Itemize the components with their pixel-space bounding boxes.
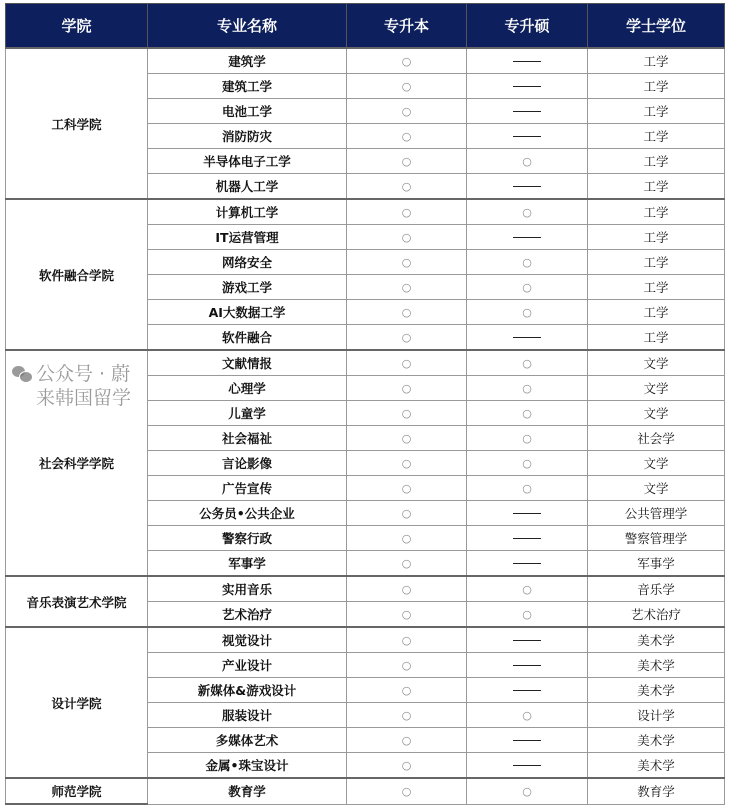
available-mark: ○ [522,431,532,445]
degree-cell: 军事学 [588,551,725,577]
bachelor-upgrade-cell [347,426,467,451]
major-name: 言论影像 [148,451,347,476]
master-upgrade-cell [467,350,588,376]
major-name: 警察行政 [148,526,347,551]
master-upgrade-cell [467,778,588,804]
college-cell: 设计学院 [6,627,148,778]
degree-cell: 工学 [588,275,725,300]
major-name: 游戏工学 [148,275,347,300]
master-upgrade-cell [467,250,588,275]
available-mark: ○ [522,582,532,596]
major-name: 建筑学 [148,48,347,74]
major-name: 公务员•公共企业 [148,501,347,526]
degree-cell: 教育学 [588,778,725,804]
major-name: 产业设计 [148,653,347,678]
bachelor-upgrade-cell [347,250,467,275]
available-mark: ○ [401,330,412,344]
bachelor-upgrade-cell [347,199,467,225]
available-mark: ○ [401,154,412,168]
available-mark: ○ [522,205,532,219]
major-name: 艺术治疗 [148,602,347,628]
master-upgrade-cell [467,300,588,325]
degree-cell: 文学 [588,350,725,376]
master-upgrade-cell [467,99,588,124]
master-upgrade-cell [467,124,588,149]
available-mark: ○ [522,456,532,470]
available-mark: ○ [522,784,532,798]
degree-cell: 社会学 [588,426,725,451]
master-upgrade-cell [467,602,588,628]
available-mark: ○ [401,54,412,68]
degree-cell: 美术学 [588,753,725,779]
master-upgrade-cell [467,753,588,779]
major-name: 教育学 [148,778,347,804]
master-upgrade-cell [467,627,588,653]
major-name: 软件融合 [148,325,347,351]
major-name: 消防防灾 [148,124,347,149]
master-upgrade-cell [467,401,588,426]
major-name: 半导体电子工学 [148,149,347,174]
unavailable-dash [513,337,541,338]
degree-cell: 设计学 [588,703,725,728]
degree-cell: 工学 [588,199,725,225]
available-mark: ○ [401,79,412,93]
available-mark: ○ [401,230,412,244]
master-upgrade-cell [467,728,588,753]
wechat-icon [12,366,32,382]
available-mark: ○ [401,481,412,495]
master-upgrade-cell [467,376,588,401]
college-cell: 师范学院 [6,778,148,804]
unavailable-dash [513,563,541,564]
available-mark: ○ [522,356,532,370]
degree-cell: 公共管理学 [588,501,725,526]
master-upgrade-cell [467,325,588,351]
available-mark: ○ [401,205,412,219]
available-mark: ○ [401,506,412,520]
master-upgrade-cell [467,74,588,99]
bachelor-upgrade-cell [347,526,467,551]
bachelor-upgrade-cell [347,124,467,149]
table-row [6,778,725,804]
master-upgrade-cell [467,174,588,200]
available-mark: ○ [522,406,532,420]
available-mark: ○ [401,784,412,798]
unavailable-dash [513,86,541,87]
bachelor-upgrade-cell [347,325,467,351]
degree-cell: 工学 [588,48,725,74]
unavailable-dash [513,186,541,187]
table-row [6,627,725,653]
bachelor-upgrade-cell [347,551,467,577]
major-name: 多媒体艺术 [148,728,347,753]
header-major: 专业名称 [148,4,347,49]
degree-cell: 文学 [588,376,725,401]
bachelor-upgrade-cell [347,451,467,476]
bachelor-upgrade-cell [347,728,467,753]
available-mark: ○ [401,708,412,722]
available-mark: ○ [522,607,532,621]
header-bachelor-upgrade: 专升本 [347,4,467,49]
available-mark: ○ [401,406,412,420]
available-mark: ○ [401,683,412,697]
bachelor-upgrade-cell [347,778,467,804]
available-mark: ○ [401,381,412,395]
major-name: 金属•珠宝设计 [148,753,347,779]
unavailable-dash [513,640,541,641]
bachelor-upgrade-cell [347,753,467,779]
available-mark: ○ [401,280,412,294]
available-mark: ○ [401,607,412,621]
bachelor-upgrade-cell [347,678,467,703]
major-name: 建筑工学 [148,74,347,99]
degree-cell: 文学 [588,476,725,501]
bachelor-upgrade-cell [347,275,467,300]
available-mark: ○ [401,255,412,269]
table-row [6,48,725,74]
major-name: 军事学 [148,551,347,577]
available-mark: ○ [522,708,532,722]
master-upgrade-cell [467,526,588,551]
available-mark: ○ [522,280,532,294]
bachelor-upgrade-cell [347,225,467,250]
master-upgrade-cell [467,551,588,577]
unavailable-dash [513,61,541,62]
bachelor-upgrade-cell [347,99,467,124]
degree-cell: 文学 [588,451,725,476]
degree-cell: 警察管理学 [588,526,725,551]
degree-cell: 美术学 [588,678,725,703]
degree-cell: 工学 [588,250,725,275]
master-upgrade-cell [467,426,588,451]
available-mark: ○ [401,129,412,143]
available-mark: ○ [522,381,532,395]
available-mark: ○ [401,633,412,647]
degree-cell: 工学 [588,174,725,200]
master-upgrade-cell [467,149,588,174]
watermark [12,362,142,410]
master-upgrade-cell [467,225,588,250]
degree-cell: 美术学 [588,728,725,753]
header-master-upgrade: 专升硕 [467,4,588,49]
available-mark: ○ [401,104,412,118]
master-upgrade-cell [467,501,588,526]
college-cell: 音乐表演艺术学院 [6,576,148,627]
bachelor-upgrade-cell [347,376,467,401]
available-mark: ○ [522,481,532,495]
major-name: 社会福祉 [148,426,347,451]
unavailable-dash [513,740,541,741]
watermark-text: 公众号 · 蔚来韩国留学 [36,363,132,409]
master-upgrade-cell [467,199,588,225]
bachelor-upgrade-cell [347,476,467,501]
available-mark: ○ [401,582,412,596]
bachelor-upgrade-cell [347,350,467,376]
available-mark: ○ [522,255,532,269]
degree-cell: 工学 [588,149,725,174]
header-degree: 学士学位 [588,4,725,49]
major-name: 计算机工学 [148,199,347,225]
degree-cell: 美术学 [588,653,725,678]
header-row [6,4,725,49]
master-upgrade-cell [467,576,588,602]
unavailable-dash [513,111,541,112]
major-name: 文献情报 [148,350,347,376]
table-body [6,48,725,804]
major-name: 机器人工学 [148,174,347,200]
degree-cell: 工学 [588,225,725,250]
college-cell: 软件融合学院 [6,199,148,350]
available-mark: ○ [401,305,412,319]
degree-cell: 工学 [588,74,725,99]
unavailable-dash [513,538,541,539]
master-upgrade-cell [467,48,588,74]
unavailable-dash [513,237,541,238]
degree-cell: 文学 [588,401,725,426]
table-row [6,199,725,225]
major-name: 视觉设计 [148,627,347,653]
available-mark: ○ [401,456,412,470]
major-name: 心理学 [148,376,347,401]
major-name: 服装设计 [148,703,347,728]
master-upgrade-cell [467,678,588,703]
degree-cell: 音乐学 [588,576,725,602]
available-mark: ○ [401,431,412,445]
bachelor-upgrade-cell [347,174,467,200]
unavailable-dash [513,690,541,691]
master-upgrade-cell [467,451,588,476]
bachelor-upgrade-cell [347,576,467,602]
available-mark: ○ [401,179,412,193]
college-cell: 社会科学学院 [6,350,148,576]
header-college: 学院 [6,4,148,49]
unavailable-dash [513,513,541,514]
unavailable-dash [513,765,541,766]
college-cell: 工科学院 [6,48,148,199]
master-upgrade-cell [467,703,588,728]
major-name: 广告宣传 [148,476,347,501]
bachelor-upgrade-cell [347,501,467,526]
available-mark: ○ [401,733,412,747]
major-name: 新媒体&游戏设计 [148,678,347,703]
major-name: 实用音乐 [148,576,347,602]
major-name: 网络安全 [148,250,347,275]
bachelor-upgrade-cell [347,74,467,99]
degree-cell: 工学 [588,300,725,325]
available-mark: ○ [401,356,412,370]
available-mark: ○ [522,154,532,168]
degree-cell: 工学 [588,124,725,149]
major-name: 儿童学 [148,401,347,426]
degree-cell: 美术学 [588,627,725,653]
bachelor-upgrade-cell [347,653,467,678]
master-upgrade-cell [467,476,588,501]
major-name: 电池工学 [148,99,347,124]
unavailable-dash [513,136,541,137]
bachelor-upgrade-cell [347,48,467,74]
bachelor-upgrade-cell [347,401,467,426]
bachelor-upgrade-cell [347,627,467,653]
available-mark: ○ [401,556,412,570]
available-mark: ○ [401,758,412,772]
degree-cell: 工学 [588,325,725,351]
major-name: IT运营管理 [148,225,347,250]
major-name: AI大数据工学 [148,300,347,325]
table-row [6,576,725,602]
unavailable-dash [513,665,541,666]
bachelor-upgrade-cell [347,149,467,174]
bachelor-upgrade-cell [347,300,467,325]
degree-cell: 艺术治疗 [588,602,725,628]
master-upgrade-cell [467,275,588,300]
bachelor-upgrade-cell [347,602,467,628]
bachelor-upgrade-cell [347,703,467,728]
available-mark: ○ [401,531,412,545]
available-mark: ○ [522,305,532,319]
degree-cell: 工学 [588,99,725,124]
available-mark: ○ [401,658,412,672]
master-upgrade-cell [467,653,588,678]
